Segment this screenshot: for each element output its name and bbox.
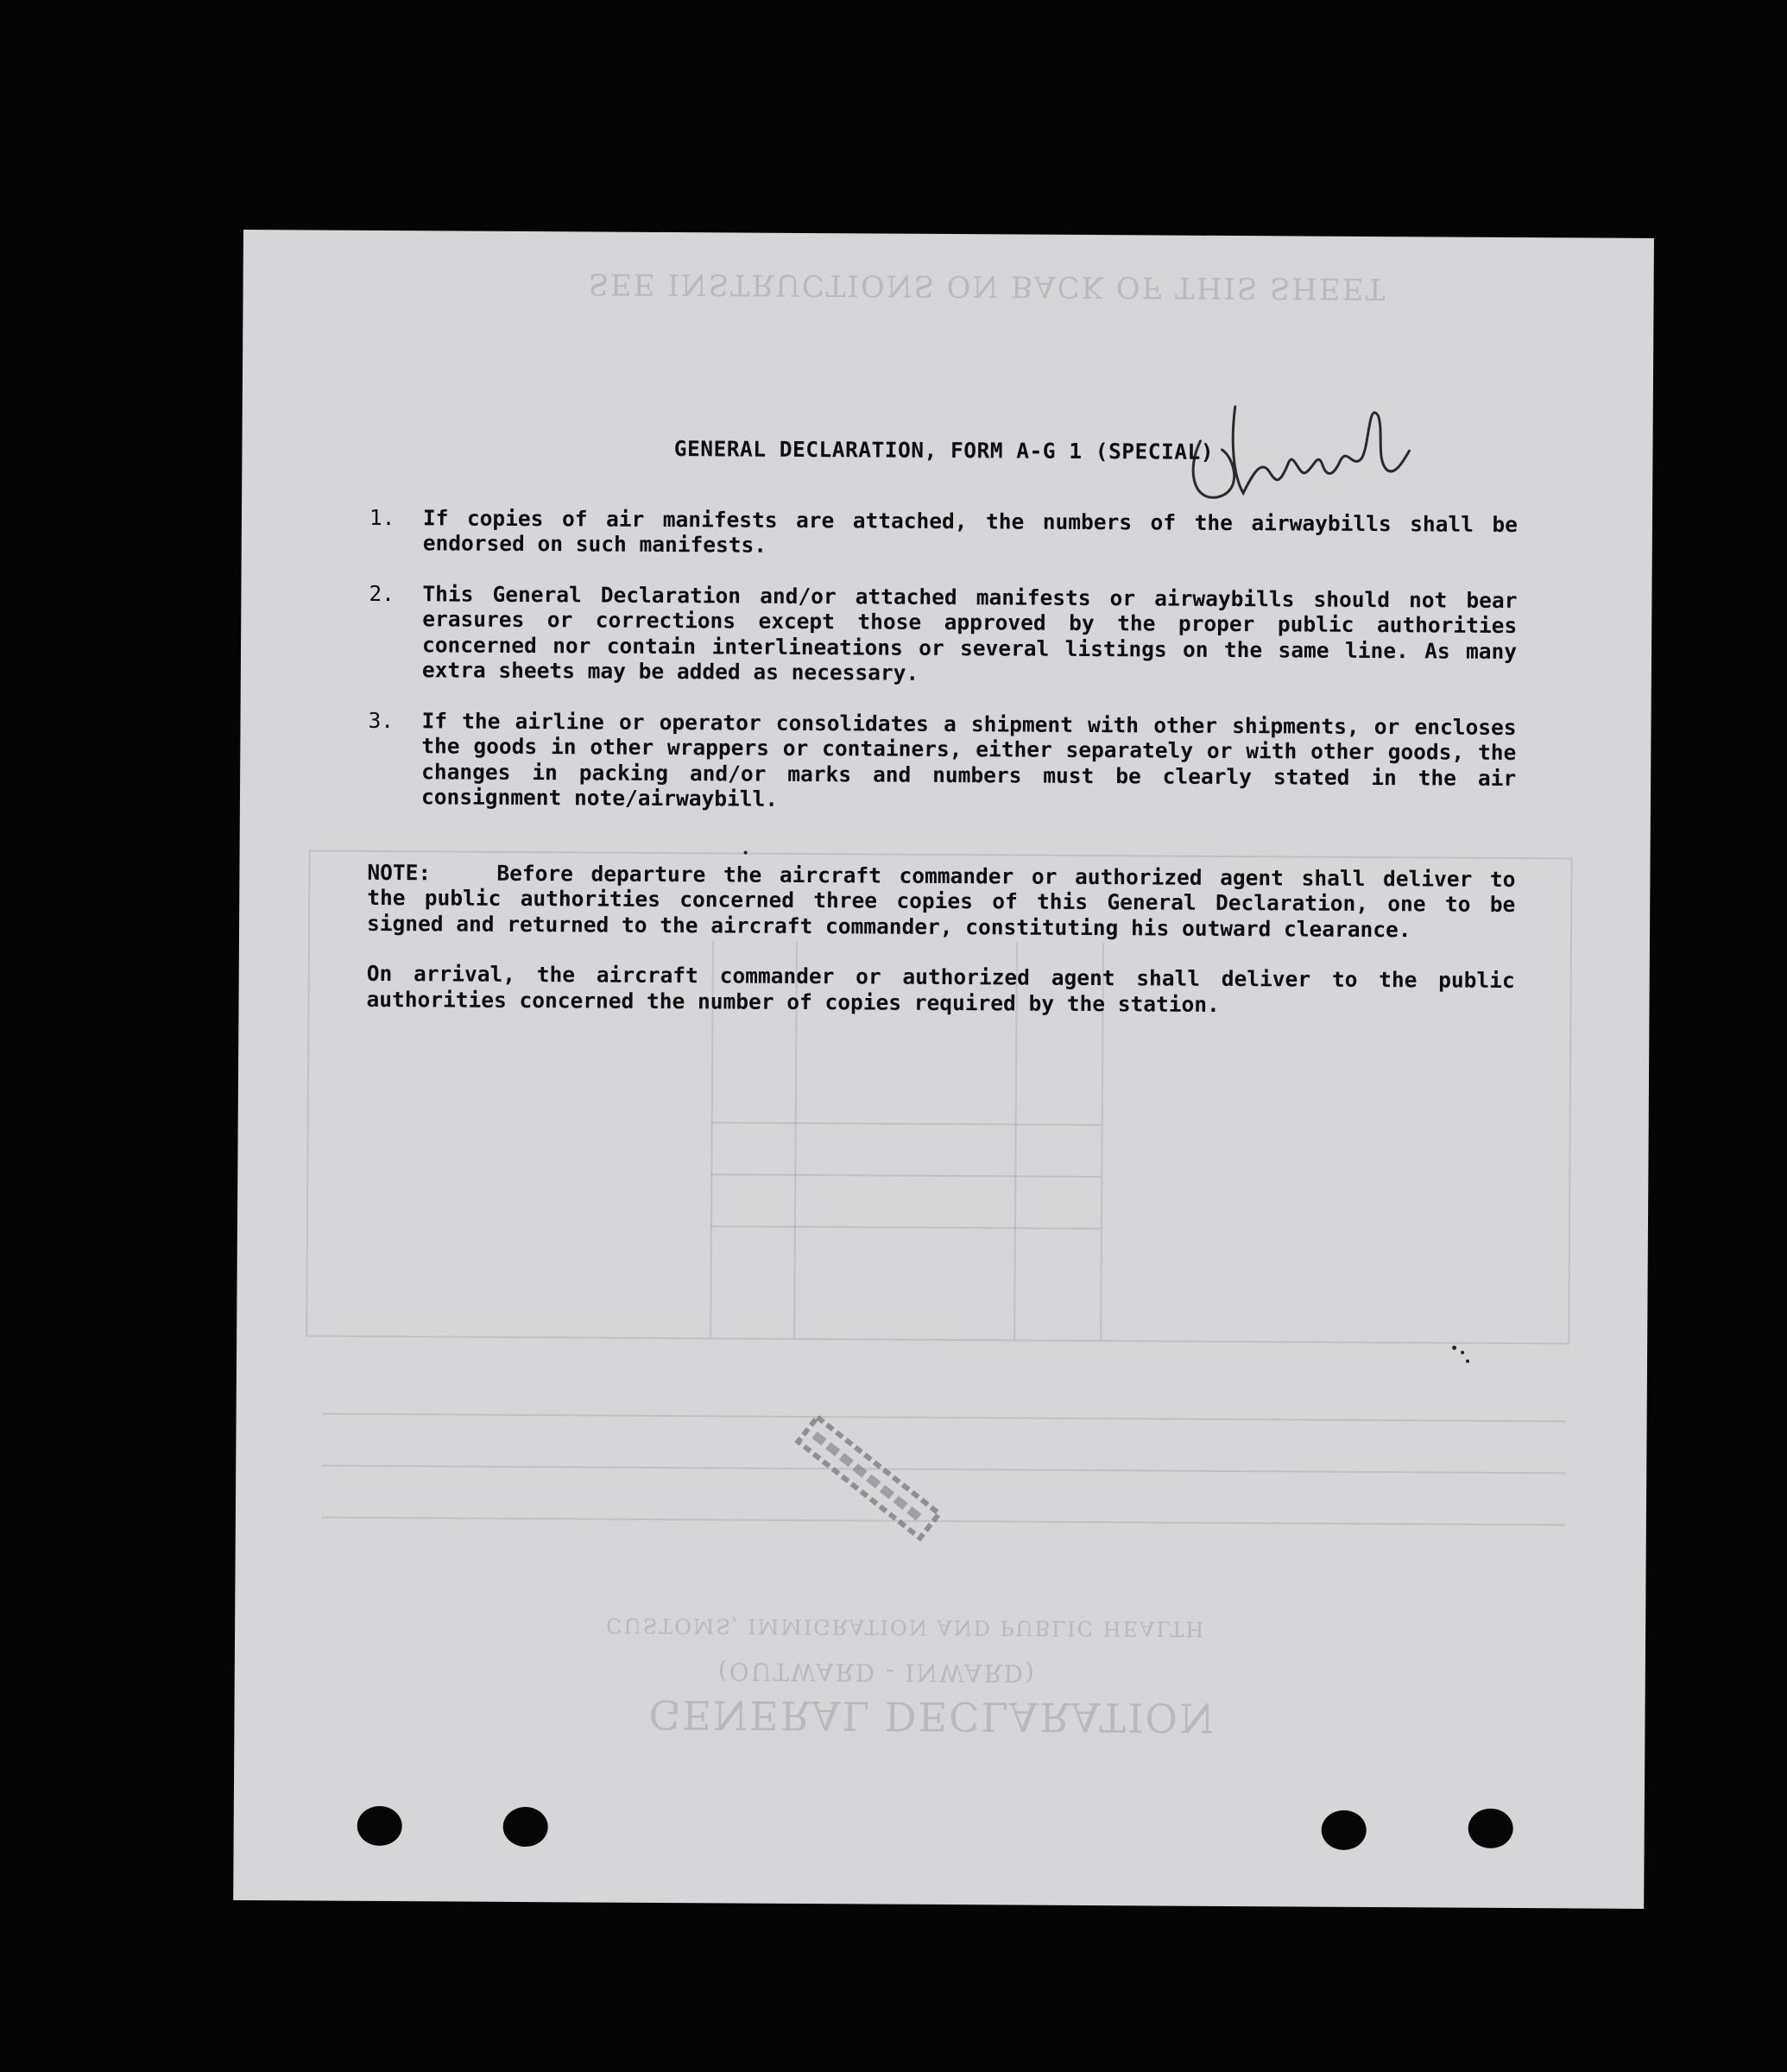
document-page — [233, 230, 1654, 1909]
instructions-text-block — [366, 434, 1518, 1019]
item-number: 1. — [369, 504, 395, 530]
bleed-through-rule — [322, 1465, 1565, 1475]
instruction-item-2 — [369, 580, 1518, 689]
item-text: This General Declaration and/or attached manifests or airwaybills should not bear erasures or corrections except those approved by the proper public authorities concerned nor contain interlineations or several listings on the same line. As many extra sheets may be added as necessary. — [421, 580, 1518, 685]
ink-speck — [744, 851, 748, 855]
punch-hole — [503, 1807, 548, 1847]
ink-speck — [1461, 1351, 1464, 1355]
bleed-through-rule — [323, 1413, 1566, 1423]
ink-speck — [1466, 1360, 1469, 1363]
note-text: Before departure the aircraft commander or authorized agent shall deliver to the public authorities concerned three copies of this General Declaration, one to be signed and returned to the aircraft commander, constituting his outward clearance. — [367, 860, 1516, 942]
ink-speck — [1452, 1346, 1456, 1350]
item-text: If copies of air manifests are attached, the numbers of the airwaybills shall be endorsed on such manifests. — [422, 504, 1519, 558]
document-title: GENERAL DECLARATION, FORM A-G 1 (SPECIAL) — [673, 436, 1215, 464]
punch-hole — [1322, 1810, 1367, 1850]
instruction-item-3 — [368, 707, 1517, 816]
bleed-through-heading: SEE INSTRUCTIONS ON BACK OF THIS SHEET — [588, 266, 1387, 306]
punch-hole — [1468, 1809, 1513, 1848]
faded-rubber-stamp — [774, 1397, 958, 1565]
bleed-through-subtitle: (OUTWARD - INWARD) — [717, 1657, 1037, 1688]
note-label: NOTE: — [367, 859, 432, 885]
bleed-through-footer: GENERAL DECLARATION — [648, 1690, 1216, 1741]
item-number: 2. — [369, 580, 395, 606]
punch-hole — [357, 1806, 402, 1846]
arrival-paragraph: On arrival, the aircraft commander or authorized agent shall deliver to the public authorities concerned the number of copies required by the station. — [366, 960, 1515, 1017]
item-text: If the airline or operator consolidates a shipment with other shipments, or encloses the goods in other wrappers or containers, either separately or with other goods, the changes in packing and/or marks and numbers must be clearly stated in the air consignment note/airwaybill. — [420, 707, 1517, 812]
item-number: 3. — [368, 707, 395, 733]
instruction-item-1 — [369, 504, 1518, 562]
note-paragraph — [367, 859, 1516, 943]
bleed-through-subtitle-2: CUSTOMS, IMMIGRATION AND PUBLIC HEALTH — [606, 1613, 1206, 1641]
